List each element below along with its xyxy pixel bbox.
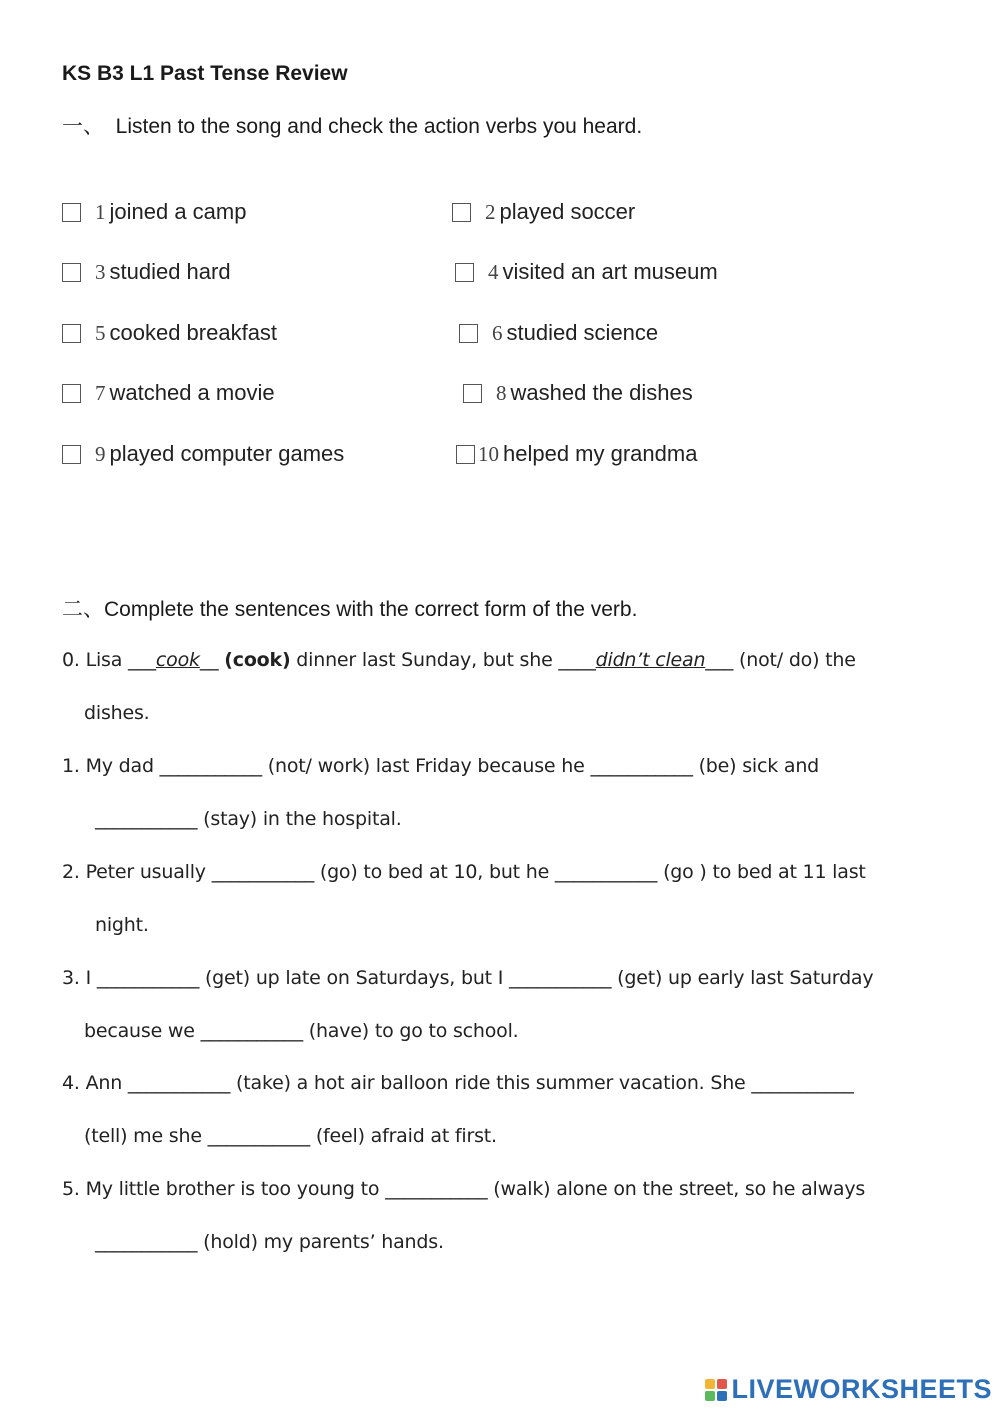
answer-blank[interactable]: ___________ [95,1231,198,1253]
logo-icon [705,1379,727,1401]
checkbox[interactable] [62,384,81,403]
option-10[interactable] [456,441,697,467]
question-5-cont: ___________ (hold) my parents’ hands. [95,1231,444,1253]
option-9[interactable] [62,441,344,467]
answer-blank[interactable]: ___________ [159,755,262,777]
example-hint: (cook) [224,649,291,671]
option-number: 2 [485,199,496,224]
option-number: 10 [478,441,499,466]
option-label: watched a movie [109,380,275,405]
option-number: 9 [95,441,106,466]
checkbox[interactable] [456,445,475,464]
option-number: 8 [496,380,507,405]
option-2[interactable] [452,199,635,225]
question-4-cont: (tell) me she ___________ (feel) afraid at first. [84,1125,497,1147]
option-label: washed the dishes [510,380,693,405]
liveworksheets-logo[interactable] [705,1374,992,1405]
option-label: studied science [506,320,659,345]
question-3-cont: because we ___________ (have) to go to school. [84,1020,519,1042]
example-sentence: 0. Lisa ___cook__ (cook) dinner last Sunday, but she ____didn’t clean___ (not/ do) the [62,649,856,671]
answer-blank[interactable]: ___________ [207,1125,310,1147]
option-label: visited an art museum [502,259,718,284]
section-2-heading: 二、Complete the sentences with the correct form of the verb. [62,598,638,621]
logo-square [705,1391,715,1401]
answer-blank[interactable]: ___________ [200,1020,303,1042]
option-number: 1 [95,199,106,224]
logo-square [717,1391,727,1401]
option-number: 5 [95,320,106,345]
example-sentence-cont: dishes. [84,702,150,724]
answer-blank[interactable]: ___________ [96,967,200,989]
answer-blank[interactable]: ___________ [590,755,693,777]
example-answer-1: cook [155,649,200,671]
option-5[interactable] [62,320,277,346]
option-number: 4 [488,259,499,284]
checkbox[interactable] [62,263,81,282]
option-number: 7 [95,380,106,405]
answer-blank[interactable]: ___________ [751,1072,854,1094]
option-8[interactable] [463,380,693,406]
answer-blank[interactable]: ___________ [127,1072,231,1094]
answer-blank[interactable]: ___________ [211,861,315,883]
question-3: 3. I ___________ (get) up late on Saturdays, but I ___________ (get) up early last Saturday [62,967,874,989]
answer-blank[interactable]: ___________ [95,808,198,830]
option-label: joined a camp [109,199,247,224]
checkbox[interactable] [463,384,482,403]
checkbox[interactable] [455,263,474,282]
option-4[interactable] [455,259,718,285]
option-label: cooked breakfast [109,320,278,345]
logo-square [705,1379,715,1389]
option-number: 6 [492,320,503,345]
question-2: 2. Peter usually ___________ (go) to bed at 10, but he ___________ (go ) to bed at 11 last [62,861,866,883]
checkbox[interactable] [62,324,81,343]
option-label: helped my grandma [503,441,698,466]
checkbox[interactable] [459,324,478,343]
logo-text: LIVEWORKSHEETS [731,1374,992,1404]
option-label: played computer games [109,441,345,466]
answer-blank[interactable]: ___________ [385,1178,488,1200]
question-1-cont: ___________ (stay) in the hospital. [95,808,402,830]
worksheet-title: KS B3 L1 Past Tense Review [62,62,348,85]
option-label: studied hard [109,259,231,284]
logo-square [717,1379,727,1389]
checkbox[interactable] [452,203,471,222]
answer-blank[interactable]: ___________ [554,861,658,883]
answer-blank[interactable]: ___________ [509,967,612,989]
checkbox[interactable] [62,203,81,222]
question-4: 4. Ann ___________ (take) a hot air balloon ride this summer vacation. She ___________ [62,1072,854,1094]
checkbox[interactable] [62,445,81,464]
option-7[interactable] [62,380,275,406]
option-6[interactable] [459,320,658,346]
question-1: 1. My dad ___________ (not/ work) last Friday because he ___________ (be) sick and [62,755,820,777]
option-3[interactable] [62,259,231,285]
section-1-heading: 一、 Listen to the song and check the action verbs you heard. [62,115,643,138]
option-1[interactable] [62,199,246,225]
example-answer-2: didn’t clean [595,649,706,671]
question-2-cont: night. [95,914,149,936]
question-5: 5. My little brother is too young to ___________ (walk) alone on the street, so he always [62,1178,866,1200]
option-number: 3 [95,259,106,284]
option-label: played soccer [499,199,636,224]
